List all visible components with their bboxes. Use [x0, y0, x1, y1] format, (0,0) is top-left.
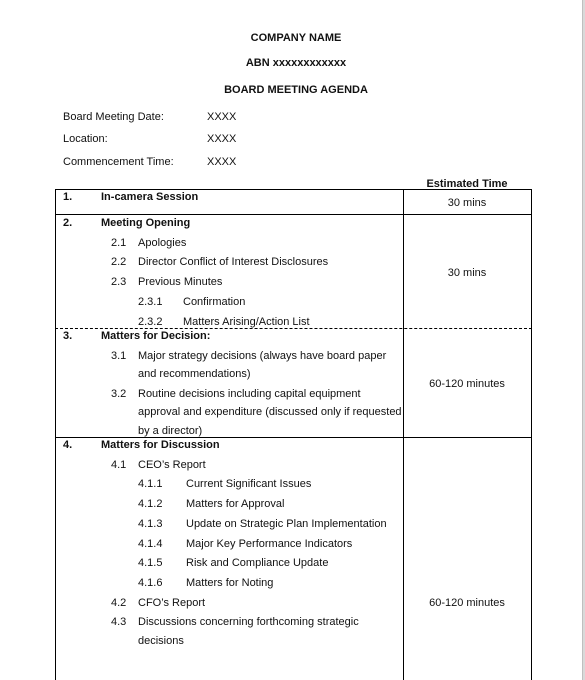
row-divider — [55, 214, 532, 215]
estimated-time-header: Estimated Time — [426, 178, 508, 190]
agenda-title: BOARD MEETING AGENDA — [224, 84, 368, 96]
subitem-text: Matters for Noting — [186, 577, 274, 589]
item-text-line: Discussions concerning forthcoming strategic — [138, 616, 359, 628]
subitem-text: Matters Arising/Action List — [183, 316, 310, 328]
commencement-time-label: Commencement Time: — [63, 156, 174, 168]
section-title: In-camera Session — [101, 191, 199, 203]
subitem-number: 4.1.5 — [138, 557, 163, 569]
section-title: Matters for Decision: — [101, 330, 211, 342]
commencement-time-value: XXXX — [207, 156, 237, 168]
item-number: 4.2 — [111, 597, 127, 609]
item-number: 2.3 — [111, 276, 127, 288]
row-divider — [55, 437, 532, 438]
item-text: Apologies — [138, 237, 187, 249]
table-left-border — [55, 189, 56, 680]
meeting-date-value: XXXX — [207, 111, 237, 123]
subitem-number: 4.1.4 — [138, 538, 163, 550]
meeting-date-label: Board Meeting Date: — [63, 111, 164, 123]
item-text-line: approval and expenditure (discussed only if requested — [138, 406, 402, 418]
section-time: 60-120 minutes — [429, 378, 505, 390]
item-number: 3.1 — [111, 350, 127, 362]
section-time: 30 mins — [447, 267, 487, 279]
section-number: 2. — [63, 217, 73, 229]
item-number: 4.3 — [111, 616, 127, 628]
section-number: 3. — [63, 330, 73, 342]
item-text: CEO’s Report — [138, 459, 206, 471]
location-label: Location: — [63, 133, 108, 145]
item-text: CFO’s Report — [138, 597, 206, 609]
item-number: 3.2 — [111, 388, 127, 400]
section-title: Matters for Discussion — [101, 439, 220, 451]
subitem-text: Matters for Approval — [186, 498, 285, 510]
subitem-number: 4.1.2 — [138, 498, 163, 510]
item-text-line: by a director) — [138, 425, 203, 437]
section-number: 4. — [63, 439, 73, 451]
subitem-text: Current Significant Issues — [186, 478, 312, 490]
subitem-text: Risk and Compliance Update — [186, 557, 329, 569]
subitem-text: Update on Strategic Plan Implementation — [186, 518, 387, 530]
subitem-text: Major Key Performance Indicators — [186, 538, 353, 550]
item-text-line: Major strategy decisions (always have board paper — [138, 350, 387, 362]
item-number: 4.1 — [111, 459, 127, 471]
item-number: 2.1 — [111, 237, 127, 249]
table-top-border — [55, 189, 532, 190]
item-text-line: Routine decisions including capital equipment — [138, 388, 361, 400]
subitem-number: 4.1.3 — [138, 518, 163, 530]
company-name: COMPANY NAME — [250, 32, 342, 44]
subitem-number: 2.3.1 — [138, 296, 163, 308]
item-text: Previous Minutes — [138, 276, 223, 288]
section-number: 1. — [63, 191, 73, 203]
item-text: Director Conflict of Interest Disclosures — [138, 256, 329, 268]
section-title: Meeting Opening — [101, 217, 191, 229]
section-time: 30 mins — [447, 197, 487, 209]
abn: ABN xxxxxxxxxxxx — [245, 57, 347, 69]
subitem-number: 4.1.1 — [138, 478, 163, 490]
item-text-line: and recommendations) — [138, 368, 251, 380]
subitem-number: 2.3.2 — [138, 316, 163, 328]
section-time: 60-120 minutes — [429, 597, 505, 609]
subitem-number: 4.1.6 — [138, 577, 163, 589]
item-text-line: decisions — [138, 635, 184, 647]
subitem-text: Confirmation — [183, 296, 246, 308]
table-right-border — [531, 189, 532, 680]
item-number: 2.2 — [111, 256, 127, 268]
location-value: XXXX — [207, 133, 237, 145]
